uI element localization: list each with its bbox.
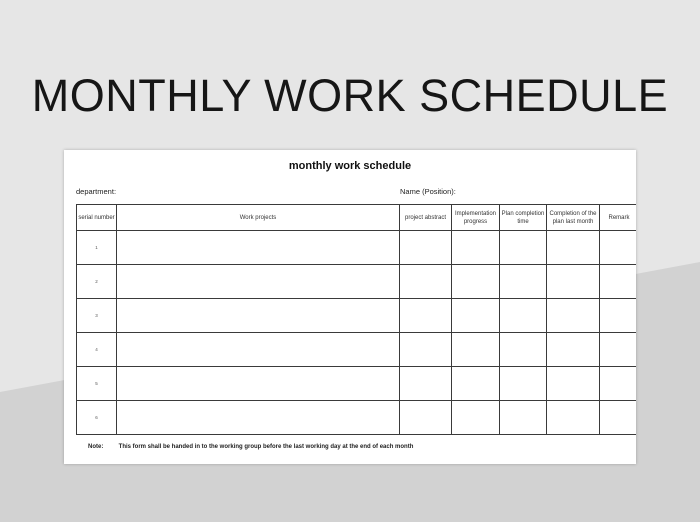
note-label: Note:	[88, 444, 104, 450]
completion-last-month-cell[interactable]	[547, 299, 600, 333]
column-header-plan-completion-time: Plan completion time	[500, 205, 547, 231]
table-row	[77, 231, 637, 265]
remark-cell[interactable]	[600, 367, 637, 401]
completion-last-month-cell[interactable]	[547, 265, 600, 299]
work-projects-cell[interactable]	[117, 367, 400, 401]
implementation-progress-cell[interactable]	[452, 367, 500, 401]
work-projects-cell[interactable]	[117, 333, 400, 367]
column-header-completion-last-month: Completion of the plan last month	[547, 205, 600, 231]
plan-completion-time-cell[interactable]	[500, 401, 547, 435]
table-row	[77, 401, 637, 435]
page-title: MONTHLY WORK SCHEDULE	[31, 70, 669, 121]
schedule-sheet	[64, 150, 636, 464]
name-position-label: Name (Position):	[400, 187, 456, 196]
completion-last-month-cell[interactable]	[547, 367, 600, 401]
implementation-progress-cell[interactable]	[452, 231, 500, 265]
serial-number-cell: 5	[77, 367, 117, 401]
table-header-row	[77, 205, 637, 231]
work-projects-cell[interactable]	[117, 401, 400, 435]
project-abstract-cell[interactable]	[400, 401, 452, 435]
serial-number-cell: 6	[77, 401, 117, 435]
note-text: This form shall be handed in to the working group before the last working day at the end of each month	[118, 444, 414, 450]
serial-number-cell: 3	[77, 299, 117, 333]
column-header-remark: Remark	[600, 205, 637, 231]
work-projects-cell[interactable]	[117, 231, 400, 265]
completion-last-month-cell[interactable]	[547, 231, 600, 265]
project-abstract-cell[interactable]	[400, 299, 452, 333]
column-header-work-projects: Work projects	[117, 205, 400, 231]
project-abstract-cell[interactable]	[400, 367, 452, 401]
completion-last-month-cell[interactable]	[547, 333, 600, 367]
plan-completion-time-cell[interactable]	[500, 299, 547, 333]
serial-number-cell: 2	[77, 265, 117, 299]
plan-completion-time-cell[interactable]	[500, 367, 547, 401]
remark-cell[interactable]	[600, 333, 637, 367]
project-abstract-cell[interactable]	[400, 265, 452, 299]
implementation-progress-cell[interactable]	[452, 333, 500, 367]
serial-number-cell: 1	[77, 231, 117, 265]
sheet-title: monthly work schedule	[288, 160, 412, 172]
table-row	[77, 333, 637, 367]
work-projects-cell[interactable]	[117, 299, 400, 333]
department-label: department:	[76, 187, 117, 196]
table-row	[77, 367, 637, 401]
implementation-progress-cell[interactable]	[452, 401, 500, 435]
serial-number-cell: 4	[77, 333, 117, 367]
plan-completion-time-cell[interactable]	[500, 231, 547, 265]
remark-cell[interactable]	[600, 231, 637, 265]
project-abstract-cell[interactable]	[400, 333, 452, 367]
table-row	[77, 299, 637, 333]
work-projects-cell[interactable]	[117, 265, 400, 299]
implementation-progress-cell[interactable]	[452, 265, 500, 299]
plan-completion-time-cell[interactable]	[500, 265, 547, 299]
footer-note	[88, 444, 413, 450]
column-header-serial-number: serial number	[77, 205, 117, 231]
implementation-progress-cell[interactable]	[452, 299, 500, 333]
plan-completion-time-cell[interactable]	[500, 333, 547, 367]
table-row	[77, 265, 637, 299]
remark-cell[interactable]	[600, 265, 637, 299]
schedule-table	[76, 204, 636, 435]
remark-cell[interactable]	[600, 299, 637, 333]
remark-cell[interactable]	[600, 401, 637, 435]
completion-last-month-cell[interactable]	[547, 401, 600, 435]
project-abstract-cell[interactable]	[400, 231, 452, 265]
column-header-implementation-progress: Implementation progress	[452, 205, 500, 231]
column-header-project-abstract: project abstract	[400, 205, 452, 231]
